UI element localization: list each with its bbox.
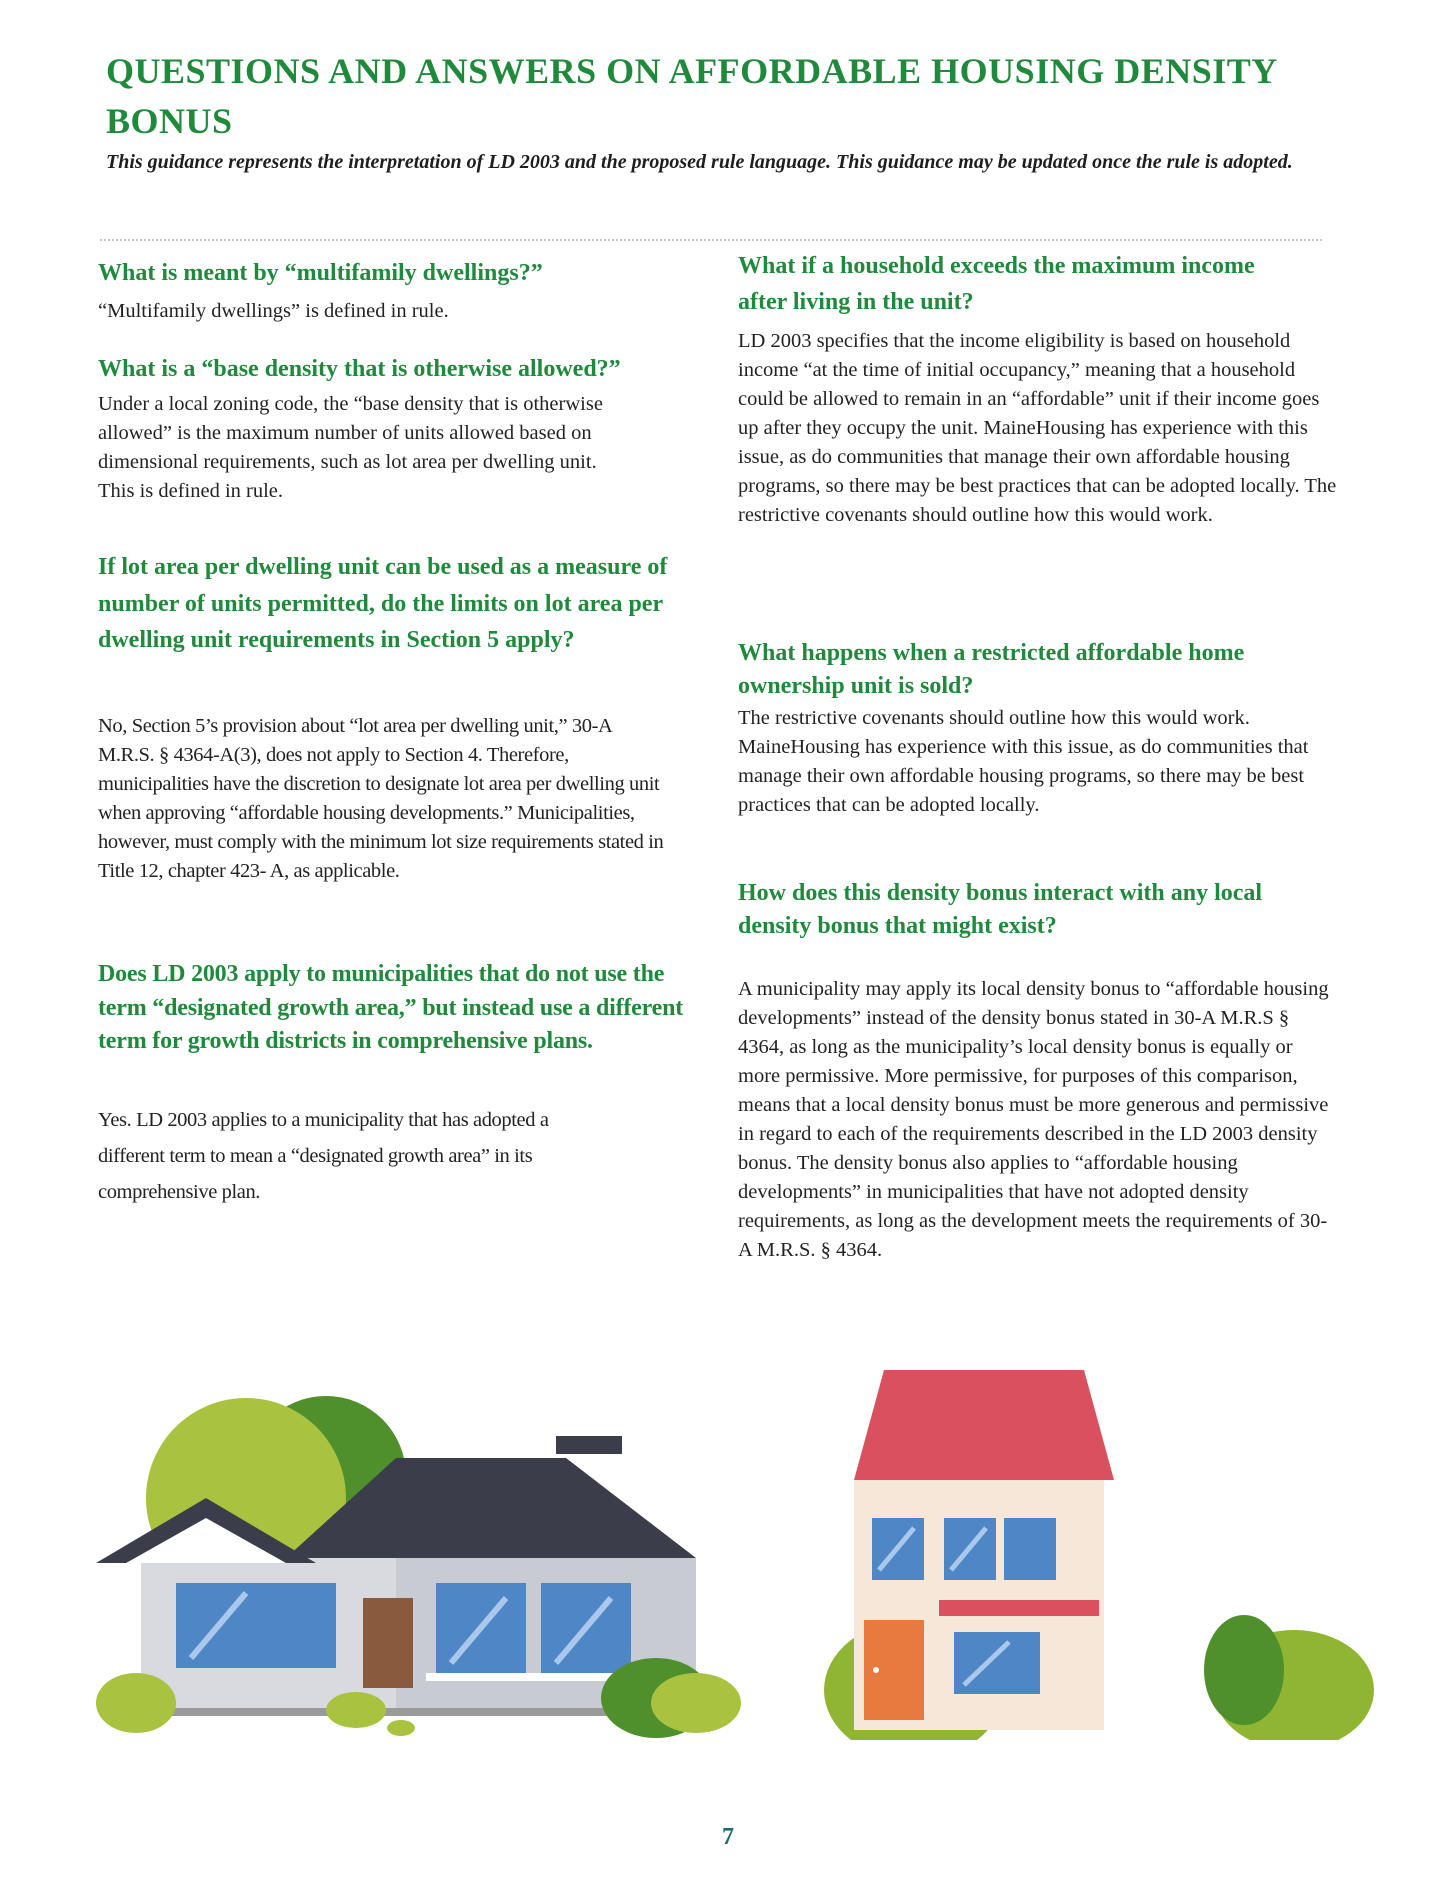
awning-icon [939, 1600, 1099, 1616]
window-icon [1004, 1518, 1056, 1580]
chimney-icon [556, 1436, 622, 1454]
page-subtitle: This guidance represents the interpretation of LD 2003 and the proposed rule language. This guidance may be updated once the rule is adopted. [106, 151, 1293, 173]
question-ownership-sold: What happens when a restricted affordable home ownership unit is sold? [738, 640, 1245, 699]
question-base-density: What is a “base density that is otherwise allowed?” [98, 356, 621, 382]
single-story-house-illustration [96, 1358, 786, 1738]
window-icon [176, 1583, 336, 1668]
page-number: 7 [722, 1824, 734, 1850]
answer-ownership-sold: The restrictive covenants should outline how this would work. MaineHousing has experience with this issue, as do communities that manage their own affordable housing programs, so there may be best practices that can be adopted locally. [738, 707, 1309, 816]
two-story-house-illustration [824, 1370, 1384, 1740]
question-local-density: How does this density bonus interact with any local density bonus that might exist? [738, 880, 1263, 939]
answer-growth-area: Yes. LD 2003 applies to a municipality that has adopted a different term to mean a “designated growth area” in its comprehensive plan. [98, 1109, 549, 1203]
bush-icon [96, 1673, 176, 1733]
answer-lot-area: No, Section 5’s provision about “lot area per dwelling unit,” 30-A M.R.S. § 4364-A(3), does not apply to Section 4. Therefore, municipalities have the discretion to designate lot area per dwelling unit when approving “affordable housing developments.” Municipalities, however, must comply with the minimum lot size requirements stated in Title 12, chapter 423- A, as applicable. [98, 715, 664, 882]
answer-multifamily: “Multifamily dwellings” is defined in rule. [98, 300, 449, 322]
answer-base-density: Under a local zoning code, the “base density that is otherwise allowed” is the maximum number of units allowed based on dimensional requirements, such as lot area per dwelling unit. This is defined in rule. [98, 393, 603, 502]
question-income-exceeds: What if a household exceeds the maximum income after living in the unit? [738, 253, 1255, 315]
answer-local-density: A municipality may apply its local density bonus to “affordable housing developments” instead of the density bonus stated in 30-A M.R.S § 4364, as long as the municipality’s local density bonus is equally or more permissive. More permissive, for purposes of this comparison, means that a local density bonus must be more generous and permissive in regard to each of the requirements described in the LD 2003 density bonus. The density bonus also applies to “affordable housing developments” in municipalities that have not adopted density requirements, as long as the development meets the requirements of 30-A M.R.S. § 4364. [738, 978, 1329, 1261]
bush-icon [1204, 1615, 1284, 1725]
door-icon [363, 1598, 413, 1688]
question-lot-area: If lot area per dwelling unit can be used as a measure of number of units permitted, do the limits on lot area per dwelling unit requirements in Section 5 apply? [98, 554, 668, 653]
bush-icon [326, 1692, 386, 1728]
roof-icon [854, 1370, 1114, 1480]
answer-income-exceeds: LD 2003 specifies that the income eligibility is based on household income “at the time of initial occupancy,” meaning that a household could be allowed to remain in an “affordable” unit if their income goes up after they occupy the unit. MaineHousing has experience with this issue, as do communities that manage their own affordable housing programs, so there may be best practices that can be adopted locally. The restrictive covenants should outline how this would work. [738, 330, 1337, 526]
bush-icon [651, 1673, 741, 1733]
question-multifamily: What is meant by “multifamily dwellings?” [98, 260, 543, 286]
page-title: QUESTIONS AND ANSWERS ON AFFORDABLE HOUSING DENSITY BONUS [106, 51, 1277, 141]
question-growth-area: Does LD 2003 apply to municipalities that do not use the term “designated growth area,” but instead use a different term for growth districts in comprehensive plans. [98, 961, 684, 1054]
ground-line [116, 1708, 676, 1716]
dotted-divider [100, 239, 1322, 241]
